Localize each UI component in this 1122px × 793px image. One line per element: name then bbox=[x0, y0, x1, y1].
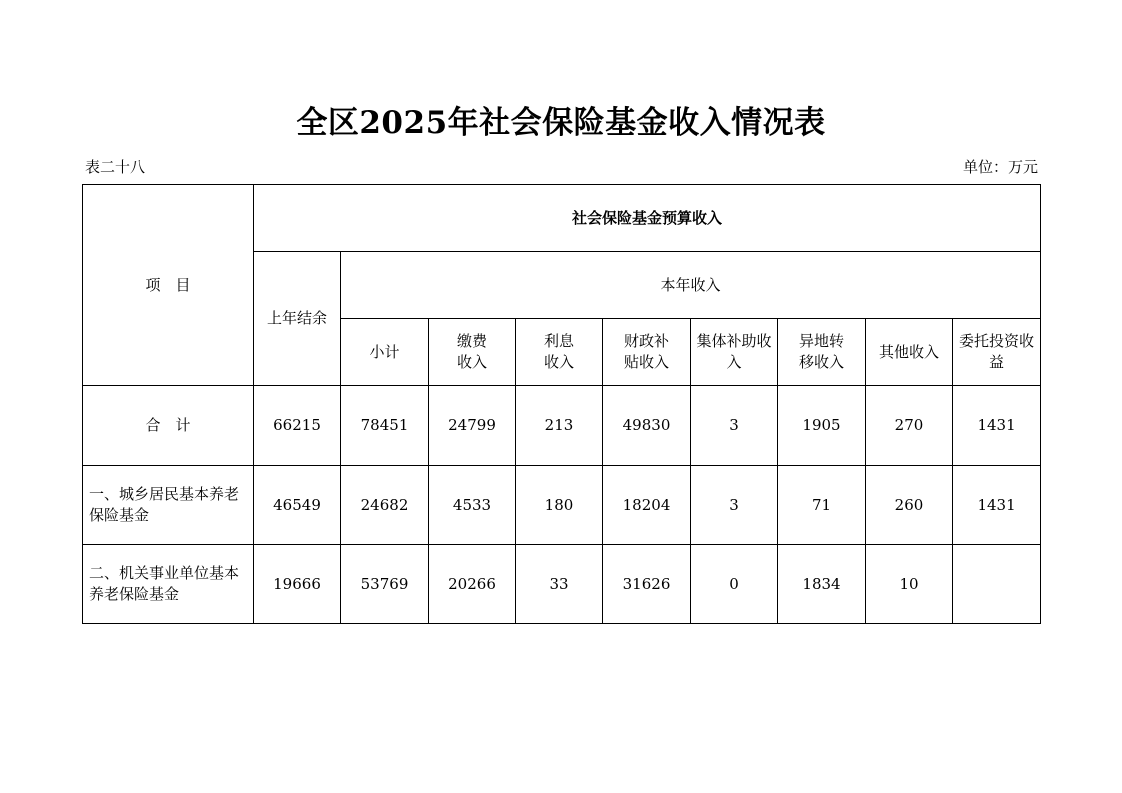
cell: 3 bbox=[691, 466, 778, 545]
cell: 24799 bbox=[429, 386, 516, 466]
cell bbox=[953, 545, 1041, 624]
table-row bbox=[83, 466, 1041, 545]
header-col: 其他收入 bbox=[866, 319, 953, 386]
row-name: 二、机关事业单位基本养老保险基金 bbox=[83, 545, 254, 624]
header-col: 利息 收入 bbox=[516, 319, 603, 386]
header-col: 缴费 收入 bbox=[429, 319, 516, 386]
revenue-table bbox=[82, 184, 1041, 624]
row-name: 合 计 bbox=[83, 386, 254, 466]
cell: 270 bbox=[866, 386, 953, 466]
cell: 33 bbox=[516, 545, 603, 624]
cell: 18204 bbox=[603, 466, 691, 545]
header-col: 小计 bbox=[341, 319, 429, 386]
cell: 1834 bbox=[778, 545, 866, 624]
cell: 53769 bbox=[341, 545, 429, 624]
cell: 4533 bbox=[429, 466, 516, 545]
header-item: 项 目 bbox=[83, 185, 254, 386]
cell: 1905 bbox=[778, 386, 866, 466]
cell-last-balance: 66215 bbox=[254, 386, 341, 466]
cell: 3 bbox=[691, 386, 778, 466]
cell: 20266 bbox=[429, 545, 516, 624]
cell: 10 bbox=[866, 545, 953, 624]
cell: 213 bbox=[516, 386, 603, 466]
table-number: 表二十八 bbox=[85, 158, 146, 176]
cell: 260 bbox=[866, 466, 953, 545]
cell: 71 bbox=[778, 466, 866, 545]
cell: 1431 bbox=[953, 386, 1041, 466]
cell-last-balance: 19666 bbox=[254, 545, 341, 624]
row-name: 一、城乡居民基本养老保险基金 bbox=[83, 466, 254, 545]
header-current-year: 本年收入 bbox=[341, 252, 1041, 319]
cell-last-balance: 46549 bbox=[254, 466, 341, 545]
header-group: 社会保险基金预算收入 bbox=[254, 185, 1041, 252]
cell: 24682 bbox=[341, 466, 429, 545]
header-col: 委托投资收 益 bbox=[953, 319, 1041, 386]
table-row bbox=[83, 386, 1041, 466]
unit-label: 单位：万元 bbox=[962, 158, 1038, 176]
header-col: 异地转 移收入 bbox=[778, 319, 866, 386]
header-col: 集体补助收 入 bbox=[691, 319, 778, 386]
page-title: 全区2025年社会保险基金收入情况表 bbox=[296, 105, 826, 141]
table-row bbox=[83, 545, 1041, 624]
cell: 1431 bbox=[953, 466, 1041, 545]
header-col: 财政补 贴收入 bbox=[603, 319, 691, 386]
cell: 78451 bbox=[341, 386, 429, 466]
cell: 180 bbox=[516, 466, 603, 545]
cell: 49830 bbox=[603, 386, 691, 466]
header-last-balance: 上年结余 bbox=[254, 252, 341, 386]
cell: 0 bbox=[691, 545, 778, 624]
cell: 31626 bbox=[603, 545, 691, 624]
